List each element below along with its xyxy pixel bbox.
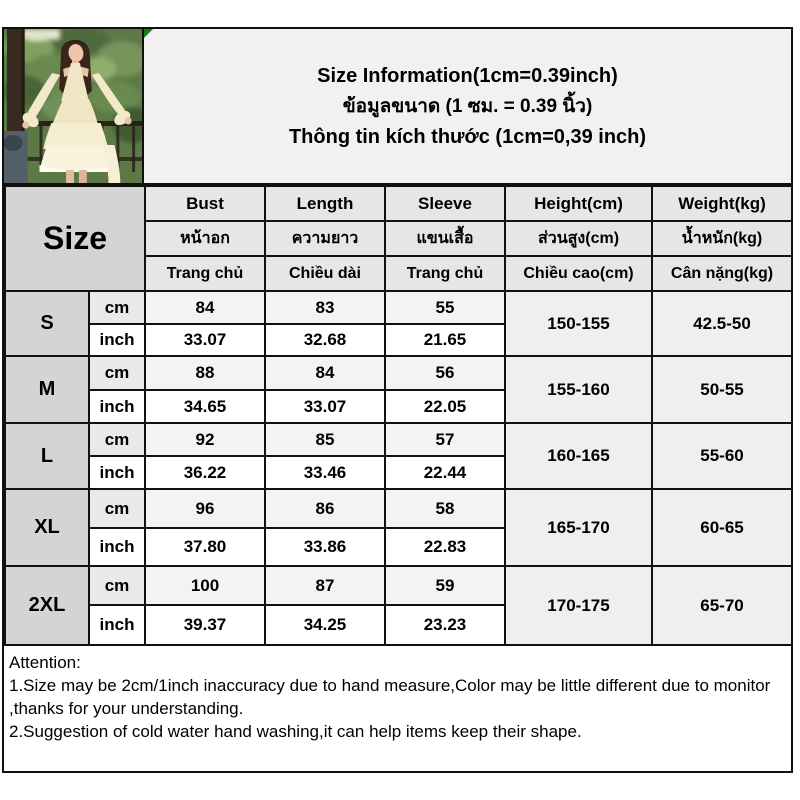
length-header-en: Length	[265, 186, 385, 221]
size-header: Size	[5, 186, 145, 291]
size-label-l: L	[5, 423, 89, 489]
value-cell: 22.05	[385, 390, 505, 423]
value-cell: 96	[145, 489, 265, 528]
top-row	[4, 29, 791, 185]
title-cell	[144, 29, 791, 183]
page-title-th: ข้อมูลขนาด (1 ซม. = 0.39 นิ้ว)	[342, 95, 593, 117]
value-cell: 57	[385, 423, 505, 456]
value-cell: 84	[145, 291, 265, 324]
size-label-xl: XL	[5, 489, 89, 566]
value-cell: 83	[265, 291, 385, 324]
value-cell: 55	[385, 291, 505, 324]
unit-cell: inch	[89, 605, 145, 645]
size-label-2xl: 2XL	[5, 566, 89, 645]
unit-cell: inch	[89, 528, 145, 566]
length-header-th: ความยาว	[265, 221, 385, 256]
unit-cell: cm	[89, 423, 145, 456]
value-cell: 37.80	[145, 528, 265, 566]
height-range-cell: 160-165	[505, 423, 652, 489]
weight-header-th: น้ำหนัก(kg)	[652, 221, 792, 256]
value-cell: 23.23	[385, 605, 505, 645]
height-range-cell: 155-160	[505, 356, 652, 423]
attention-line: 2.Suggestion of cold water hand washing,it can help items keep their shape.	[9, 722, 582, 741]
weight-range-cell: 60-65	[652, 489, 792, 566]
weight-range-cell: 42.5-50	[652, 291, 792, 356]
value-cell: 100	[145, 566, 265, 605]
height-header-vi: Chiều cao(cm)	[505, 256, 652, 291]
value-cell: 87	[265, 566, 385, 605]
green-corner-flag-icon	[144, 29, 153, 38]
size-chart-sheet	[2, 27, 793, 773]
value-cell: 33.07	[145, 324, 265, 356]
height-range-cell: 165-170	[505, 489, 652, 566]
height-header-en: Height(cm)	[505, 186, 652, 221]
value-cell: 88	[145, 356, 265, 390]
value-cell: 22.44	[385, 456, 505, 489]
value-cell: 85	[265, 423, 385, 456]
value-cell: 34.25	[265, 605, 385, 645]
bust-header-vi: Trang chủ	[145, 256, 265, 291]
weight-range-cell: 50-55	[652, 356, 792, 423]
value-cell: 32.68	[265, 324, 385, 356]
value-cell: 39.37	[145, 605, 265, 645]
weight-header-vi: Cân nặng(kg)	[652, 256, 792, 291]
length-header-vi: Chiều dài	[265, 256, 385, 291]
weight-range-cell: 55-60	[652, 423, 792, 489]
attention-line: 1.Size may be 2cm/1inch inaccuracy due to hand measure,Color may be little different due to monitor	[9, 676, 771, 695]
value-cell: 21.65	[385, 324, 505, 356]
attention-line: ,thanks for your understanding.	[9, 699, 244, 718]
bust-header-en: Bust	[145, 186, 265, 221]
value-cell: 33.86	[265, 528, 385, 566]
value-cell: 92	[145, 423, 265, 456]
unit-cell: cm	[89, 291, 145, 324]
value-cell: 33.46	[265, 456, 385, 489]
sleeve-header-th: แขนเสื้อ	[385, 221, 505, 256]
product-photo-illustration	[4, 29, 142, 183]
value-cell: 33.07	[265, 390, 385, 423]
page-title-en: Size Information(1cm=0.39inch)	[317, 64, 618, 87]
bust-header-th: หน้าอก	[145, 221, 265, 256]
sleeve-header-en: Sleeve	[385, 186, 505, 221]
weight-header-en: Weight(kg)	[652, 186, 792, 221]
height-range-cell: 150-155	[505, 291, 652, 356]
unit-cell: cm	[89, 489, 145, 528]
unit-cell: cm	[89, 356, 145, 390]
size-table	[4, 185, 793, 646]
unit-cell: inch	[89, 324, 145, 356]
height-range-cell: 170-175	[505, 566, 652, 645]
height-header-th: ส่วนสูง(cm)	[505, 221, 652, 256]
unit-cell: inch	[89, 456, 145, 489]
size-label-m: M	[5, 356, 89, 423]
value-cell: 59	[385, 566, 505, 605]
attention-heading: Attention:	[9, 653, 81, 672]
weight-range-cell: 65-70	[652, 566, 792, 645]
page-title-vi: Thông tin kích thước (1cm=0,39 inch)	[288, 125, 647, 148]
sleeve-header-vi: Trang chủ	[385, 256, 505, 291]
value-cell: 58	[385, 489, 505, 528]
value-cell: 86	[265, 489, 385, 528]
value-cell: 36.22	[145, 456, 265, 489]
value-cell: 34.65	[145, 390, 265, 423]
value-cell: 84	[265, 356, 385, 390]
size-label-s: S	[5, 291, 89, 356]
value-cell: 22.83	[385, 528, 505, 566]
value-cell: 56	[385, 356, 505, 390]
attention-notes	[4, 646, 791, 743]
unit-cell: inch	[89, 390, 145, 423]
unit-cell: cm	[89, 566, 145, 605]
product-photo	[4, 29, 144, 183]
